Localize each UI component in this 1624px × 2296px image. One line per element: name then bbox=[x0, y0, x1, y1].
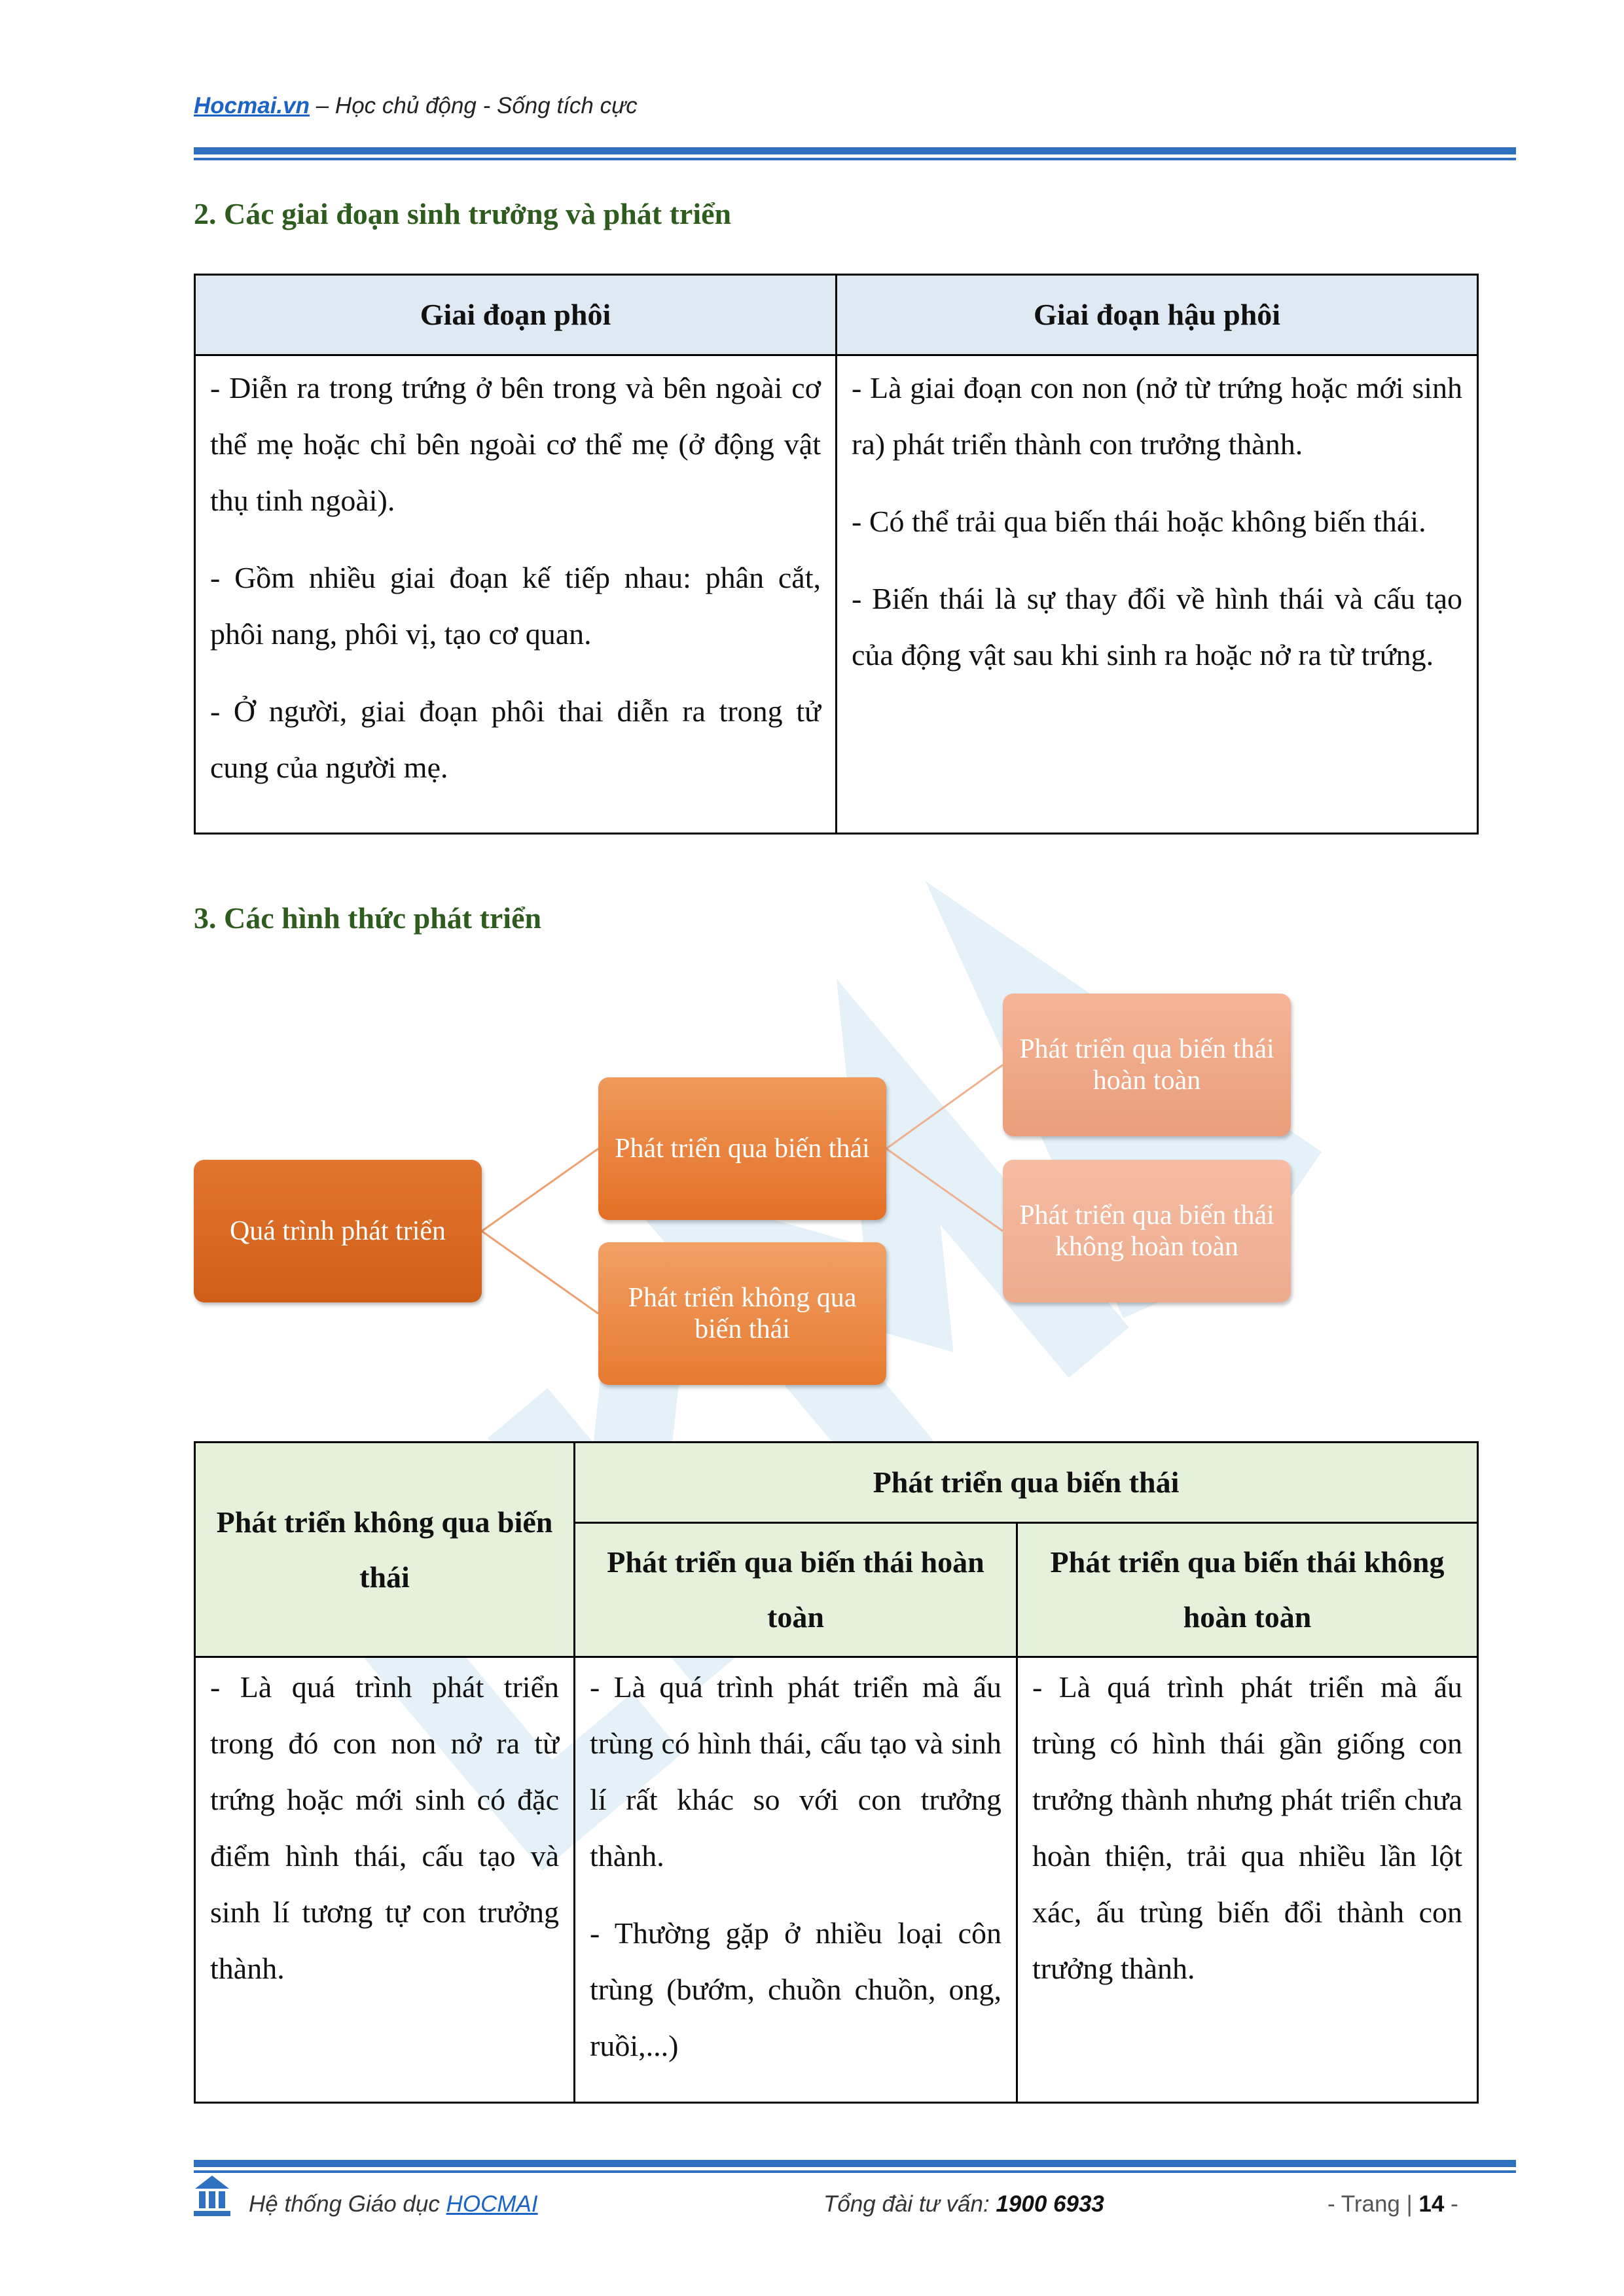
forms-cell-incomplete bbox=[1017, 1657, 1478, 2103]
section-3-title: 3. Các hình thức phát triển bbox=[194, 901, 542, 935]
node-incomplete-metamorphosis: Phát triển qua biến thái không hoàn toàn bbox=[1003, 1160, 1291, 1302]
footer-hocmai-link[interactable]: HOCMAI bbox=[446, 2191, 538, 2217]
brand-link[interactable]: Hocmai.vn bbox=[194, 93, 310, 118]
connector-a-leaf1 bbox=[886, 1065, 1003, 1149]
connector-a-leaf2 bbox=[886, 1149, 1003, 1231]
postembryo-point-1: - Là giai đoạn con non (nở từ trứng hoặc mới sinh ra) phát triển thành con trưởng thành. bbox=[852, 371, 1462, 461]
no-metamorphosis-point-1: - Là quá trình phát triển trong đó con non nở ra từ trứng hoặc mới sinh có đặc điểm hình thái, cấu tạo và sinh lí tương tự con trưởng thành. bbox=[210, 1670, 559, 1985]
forms-header-no-metamorphosis: Phát triển không qua biến thái bbox=[195, 1443, 575, 1657]
stages-table bbox=[194, 274, 1479, 834]
node-complete-metamorphosis: Phát triển qua biến thái hoàn toàn bbox=[1003, 994, 1291, 1136]
forms-cell-complete bbox=[575, 1657, 1017, 2103]
footer-rule-thin bbox=[194, 2170, 1516, 2173]
forms-header-complete: Phát triển qua biến thái hoàn toàn bbox=[575, 1523, 1017, 1657]
page-label: - Trang | bbox=[1327, 2191, 1419, 2217]
stages-cell-postembryo bbox=[837, 355, 1478, 834]
footer-hotline-number: 1900 6933 bbox=[996, 2191, 1104, 2217]
development-diagram bbox=[194, 988, 1307, 1407]
footer-system-prefix: Hệ thống Giáo dục bbox=[249, 2191, 446, 2217]
footer-hotline bbox=[823, 2191, 1104, 2217]
postembryo-point-2: - Có thể trải qua biến thái hoặc không biến thái. bbox=[852, 505, 1426, 538]
complete-point-1: - Là quá trình phát triển mà ấu trùng có hình thái, cấu tạo và sinh lí rất khác so với con trưởng thành. bbox=[590, 1670, 1001, 1873]
forms-cell-no-metamorphosis bbox=[195, 1657, 575, 2103]
header-brand bbox=[194, 93, 638, 119]
postembryo-point-3: - Biến thái là sự thay đổi về hình thái và cấu tạo của động vật sau khi sinh ra hoặc nở ra từ trứng. bbox=[852, 582, 1462, 672]
stages-header-embryo: Giai đoạn phôi bbox=[195, 275, 837, 355]
development-forms-table bbox=[194, 1441, 1479, 2104]
node-without-metamorphosis: Phát triển không qua biến thái bbox=[598, 1242, 886, 1385]
incomplete-point-1: - Là quá trình phát triển mà ấu trùng có hình thái gần giống con trưởng thành nhưng phát triển chưa hoàn thiện, trải qua nhiều lần lột xác, ấu trùng biến đổi thành con trưởng thành. bbox=[1032, 1670, 1463, 1985]
connector-root-b bbox=[482, 1231, 598, 1314]
header-tagline: – Học chủ động - Sống tích cực bbox=[310, 93, 638, 118]
footer-system bbox=[249, 2191, 538, 2217]
header-rule-thick bbox=[194, 147, 1516, 154]
hocmai-logo-icon bbox=[191, 2173, 233, 2221]
node-development-process: Quá trình phát triển bbox=[194, 1160, 482, 1302]
embryo-point-3: - Ở người, giai đoạn phôi thai diễn ra trong tử cung của người mẹ. bbox=[210, 694, 821, 784]
forms-header-incomplete: Phát triển qua biến thái không hoàn toàn bbox=[1017, 1523, 1478, 1657]
footer-page-number bbox=[1327, 2191, 1458, 2217]
page-suffix: - bbox=[1444, 2191, 1458, 2217]
section-2-title: 2. Các giai đoạn sinh trưởng và phát triển bbox=[194, 197, 732, 230]
connector-root-a bbox=[482, 1149, 598, 1231]
embryo-point-2: - Gồm nhiều giai đoạn kế tiếp nhau: phân cắt, phôi nang, phôi vị, tạo cơ quan. bbox=[210, 561, 821, 651]
page-number: 14 bbox=[1418, 2191, 1445, 2217]
footer-hotline-label: Tổng đài tư vấn: bbox=[823, 2191, 996, 2217]
stages-cell-embryo bbox=[195, 355, 837, 834]
header-rule-thin bbox=[194, 158, 1516, 160]
footer-rule-thick bbox=[194, 2160, 1516, 2167]
embryo-point-1: - Diễn ra trong trứng ở bên trong và bên ngoài cơ thể mẹ hoặc chỉ bên ngoài cơ thể mẹ (ở động vật thụ tinh ngoài). bbox=[210, 371, 821, 517]
stages-header-postembryo: Giai đoạn hậu phôi bbox=[837, 275, 1478, 355]
forms-header-metamorphosis: Phát triển qua biến thái bbox=[575, 1443, 1478, 1523]
complete-point-2: - Thường gặp ở nhiều loại côn trùng (bướm, chuồn chuồn, ong, ruồi,...) bbox=[590, 1916, 1001, 2062]
node-with-metamorphosis: Phát triển qua biến thái bbox=[598, 1077, 886, 1220]
